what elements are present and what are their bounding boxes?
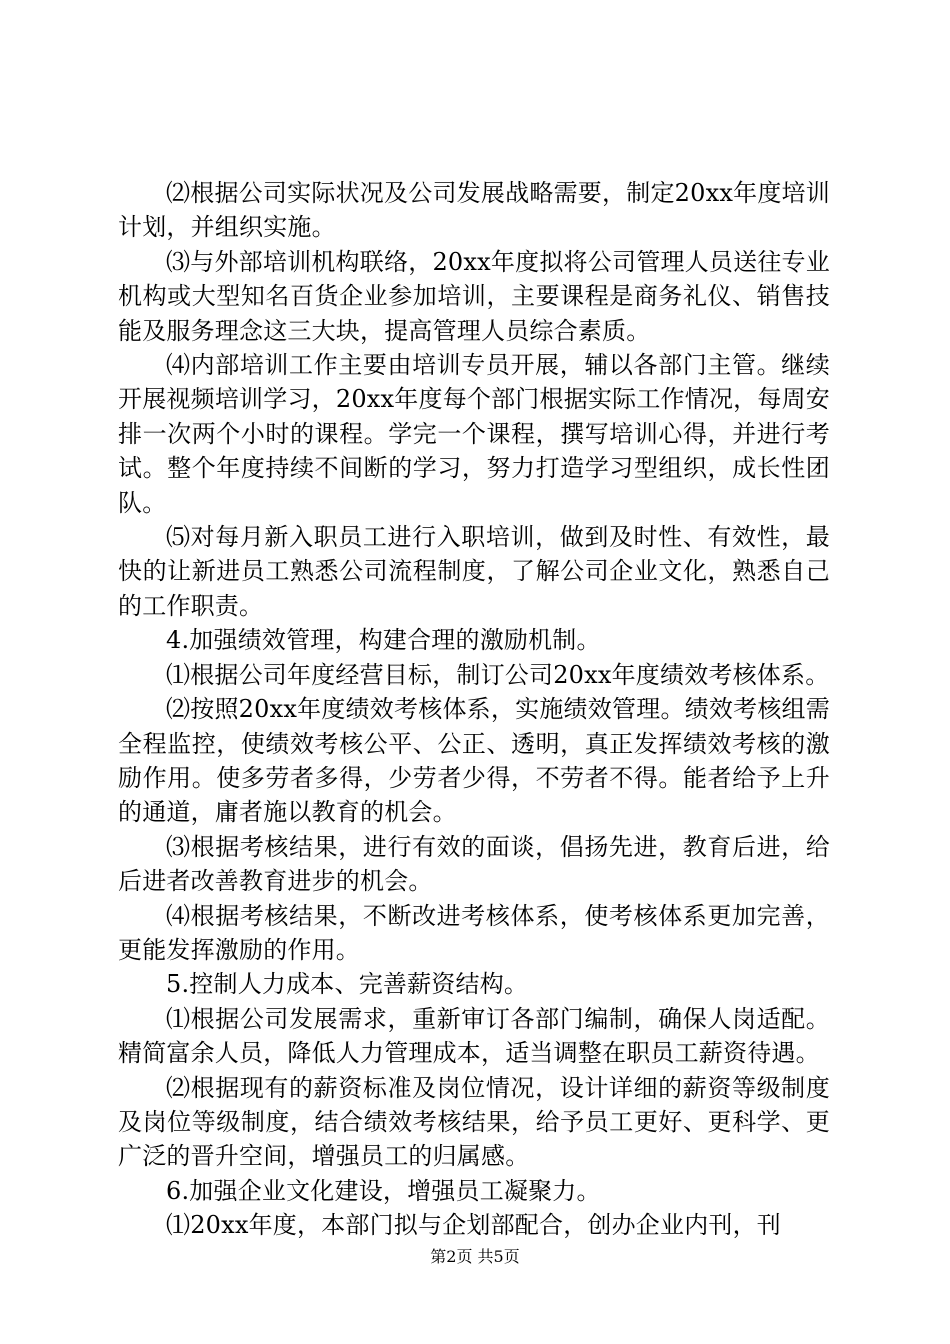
paragraph: ⑵根据现有的薪资标准及岗位情况，设计详细的薪资等级制度及岗位等级制度，结合绩效考核结果，给予员工更好、更科学、更广泛的晋升空间，增强员工的归属感。 <box>118 1073 830 1171</box>
document-body <box>118 176 830 1243</box>
paragraph: ⑴根据公司年度经营目标，制订公司20xx年度绩效考核体系。 <box>166 660 830 689</box>
paragraph: ⑵根据公司实际状况及公司发展战略需要，制定20xx年度培训计划，并组织实施。 <box>118 179 830 242</box>
paragraph: ⑸对每月新入职员工进行入职培训，做到及时性、有效性，最快的让新进员工熟悉公司流程制度，了解公司企业文化，熟悉自己的工作职责。 <box>118 523 830 620</box>
page-indicator: 第2页 共5页 <box>430 1247 520 1266</box>
paragraph: ⑴根据公司发展需求，重新审订各部门编制，确保人岗适配。精简富余人员，降低人力管理成本，适当调整在职员工薪资待遇。 <box>118 1004 830 1068</box>
paragraph: ⑷内部培训工作主要由培训专员开展，辅以各部门主管。继续开展视频培训学习，20xx年度每个部门根据实际工作情况，每周安排一次两个小时的课程。学完一个课程，撰写培训心得，并进行考试。整个年度持续不间断的学习，努力打造学习型组织，成长性团队。 <box>118 351 830 517</box>
section-heading: 6.加强企业文化建设，增强员工凝聚力。 <box>166 1176 601 1205</box>
section-heading: 5.控制人力成本、完善薪资结构。 <box>166 970 529 999</box>
paragraph: ⑵按照20xx年度绩效考核体系，实施绩效管理。绩效考核组需全程监控，使绩效考核公平、公正、透明，真正发挥绩效考核的激励作用。使多劳者多得，少劳者少得，不劳者不得。能者给予上升的通道，庸者施以教育的机会。 <box>118 695 830 827</box>
paragraph: ⑷根据考核结果，不断改进考核体系，使考核体系更加完善，更能发挥激励的作用。 <box>118 901 830 964</box>
paragraph: ⑶根据考核结果，进行有效的面谈，倡扬先进，教育后进，给后进者改善教育进步的机会。 <box>118 832 830 896</box>
section-heading: 4.加强绩效管理，构建合理的激励机制。 <box>166 626 601 655</box>
paragraph: ⑶与外部培训机构联络，20xx年度拟将公司管理人员送往专业机构或大型知名百货企业参加培训，主要课程是商务礼仪、销售技能及服务理念这三大块，提高管理人员综合素质。 <box>118 247 830 345</box>
paragraph: ⑴20xx年度，本部门拟与企划部配合，创办企业内刊，刊 <box>166 1211 782 1240</box>
